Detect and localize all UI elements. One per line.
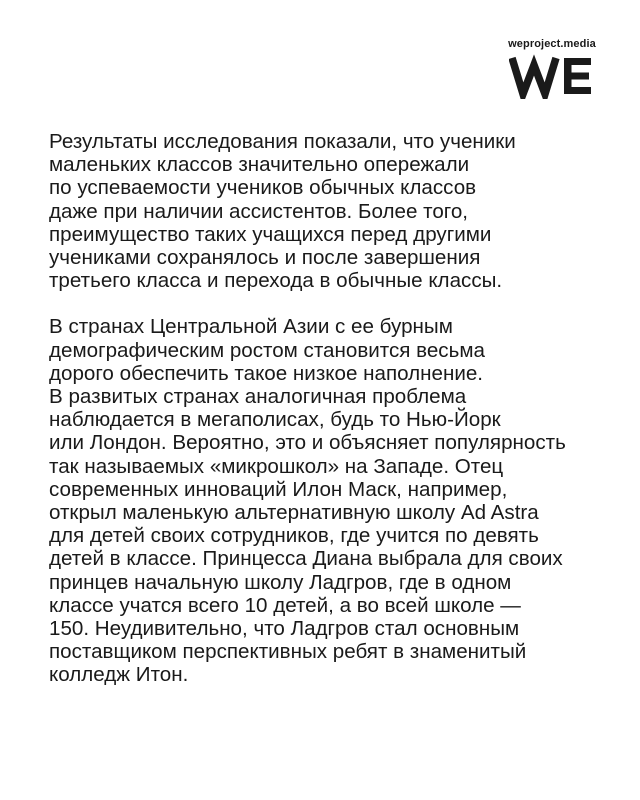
- text-line: дорого обеспечить такое низкое наполнение.: [49, 361, 483, 385]
- text-line: наблюдается в мегаполисах, будь то Нью-Йорк: [49, 408, 501, 432]
- text-line: для детей своих сотрудников, где учится по девять: [49, 524, 539, 548]
- text-line: или Лондон. Вероятно, это и объясняет популярность: [49, 431, 566, 455]
- text-line: В странах Центральной Азии с ее бурным: [49, 315, 453, 339]
- text-line: так называемых «микрошкол» на Западе. Отец: [49, 454, 504, 478]
- paragraph: [49, 315, 619, 686]
- text-line: учениками сохранялось и после завершения: [49, 246, 481, 270]
- text-line: В развитых странах аналогичная проблема: [49, 385, 467, 409]
- text-line: преимущество таких учащихся перед другими: [49, 222, 492, 246]
- text-line: принцев начальную школу Ладгров, где в одном: [49, 570, 512, 594]
- text-line: Результаты исследования показали, что ученики: [49, 130, 516, 153]
- text-line: 150. Неудивительно, что Ладгров стал основным: [49, 617, 520, 641]
- text-line: даже при наличии ассистентов. Более того,: [49, 199, 469, 223]
- article-body: [49, 130, 619, 710]
- text-line: третьего класса и перехода в обычные классы.: [49, 269, 503, 293]
- text-line: маленьких классов значительно опережали: [49, 153, 470, 177]
- brand-block: [504, 38, 600, 99]
- text-line: колледж Итон.: [49, 663, 189, 687]
- text-line: демографическим ростом становится весьма: [49, 338, 485, 362]
- paragraph: [49, 130, 619, 292]
- text-line: открыл маленькую альтернативную школу Ad Astra: [49, 501, 539, 525]
- we-logo-icon: [509, 53, 595, 99]
- text-line: детей в классе. Принцесса Диана выбрала для своих: [49, 547, 563, 571]
- text-line: поставщиком перспективных ребят в знаменитый: [49, 640, 527, 664]
- text-line: по успеваемости учеников обычных классов: [49, 176, 477, 200]
- we-logo: [504, 53, 600, 99]
- brand-site-url: weproject.media: [508, 38, 596, 50]
- text-line: современных инноваций Илон Маск, например,: [49, 477, 508, 501]
- text-line: классе учатся всего 10 детей, а во всей школе —: [49, 593, 521, 617]
